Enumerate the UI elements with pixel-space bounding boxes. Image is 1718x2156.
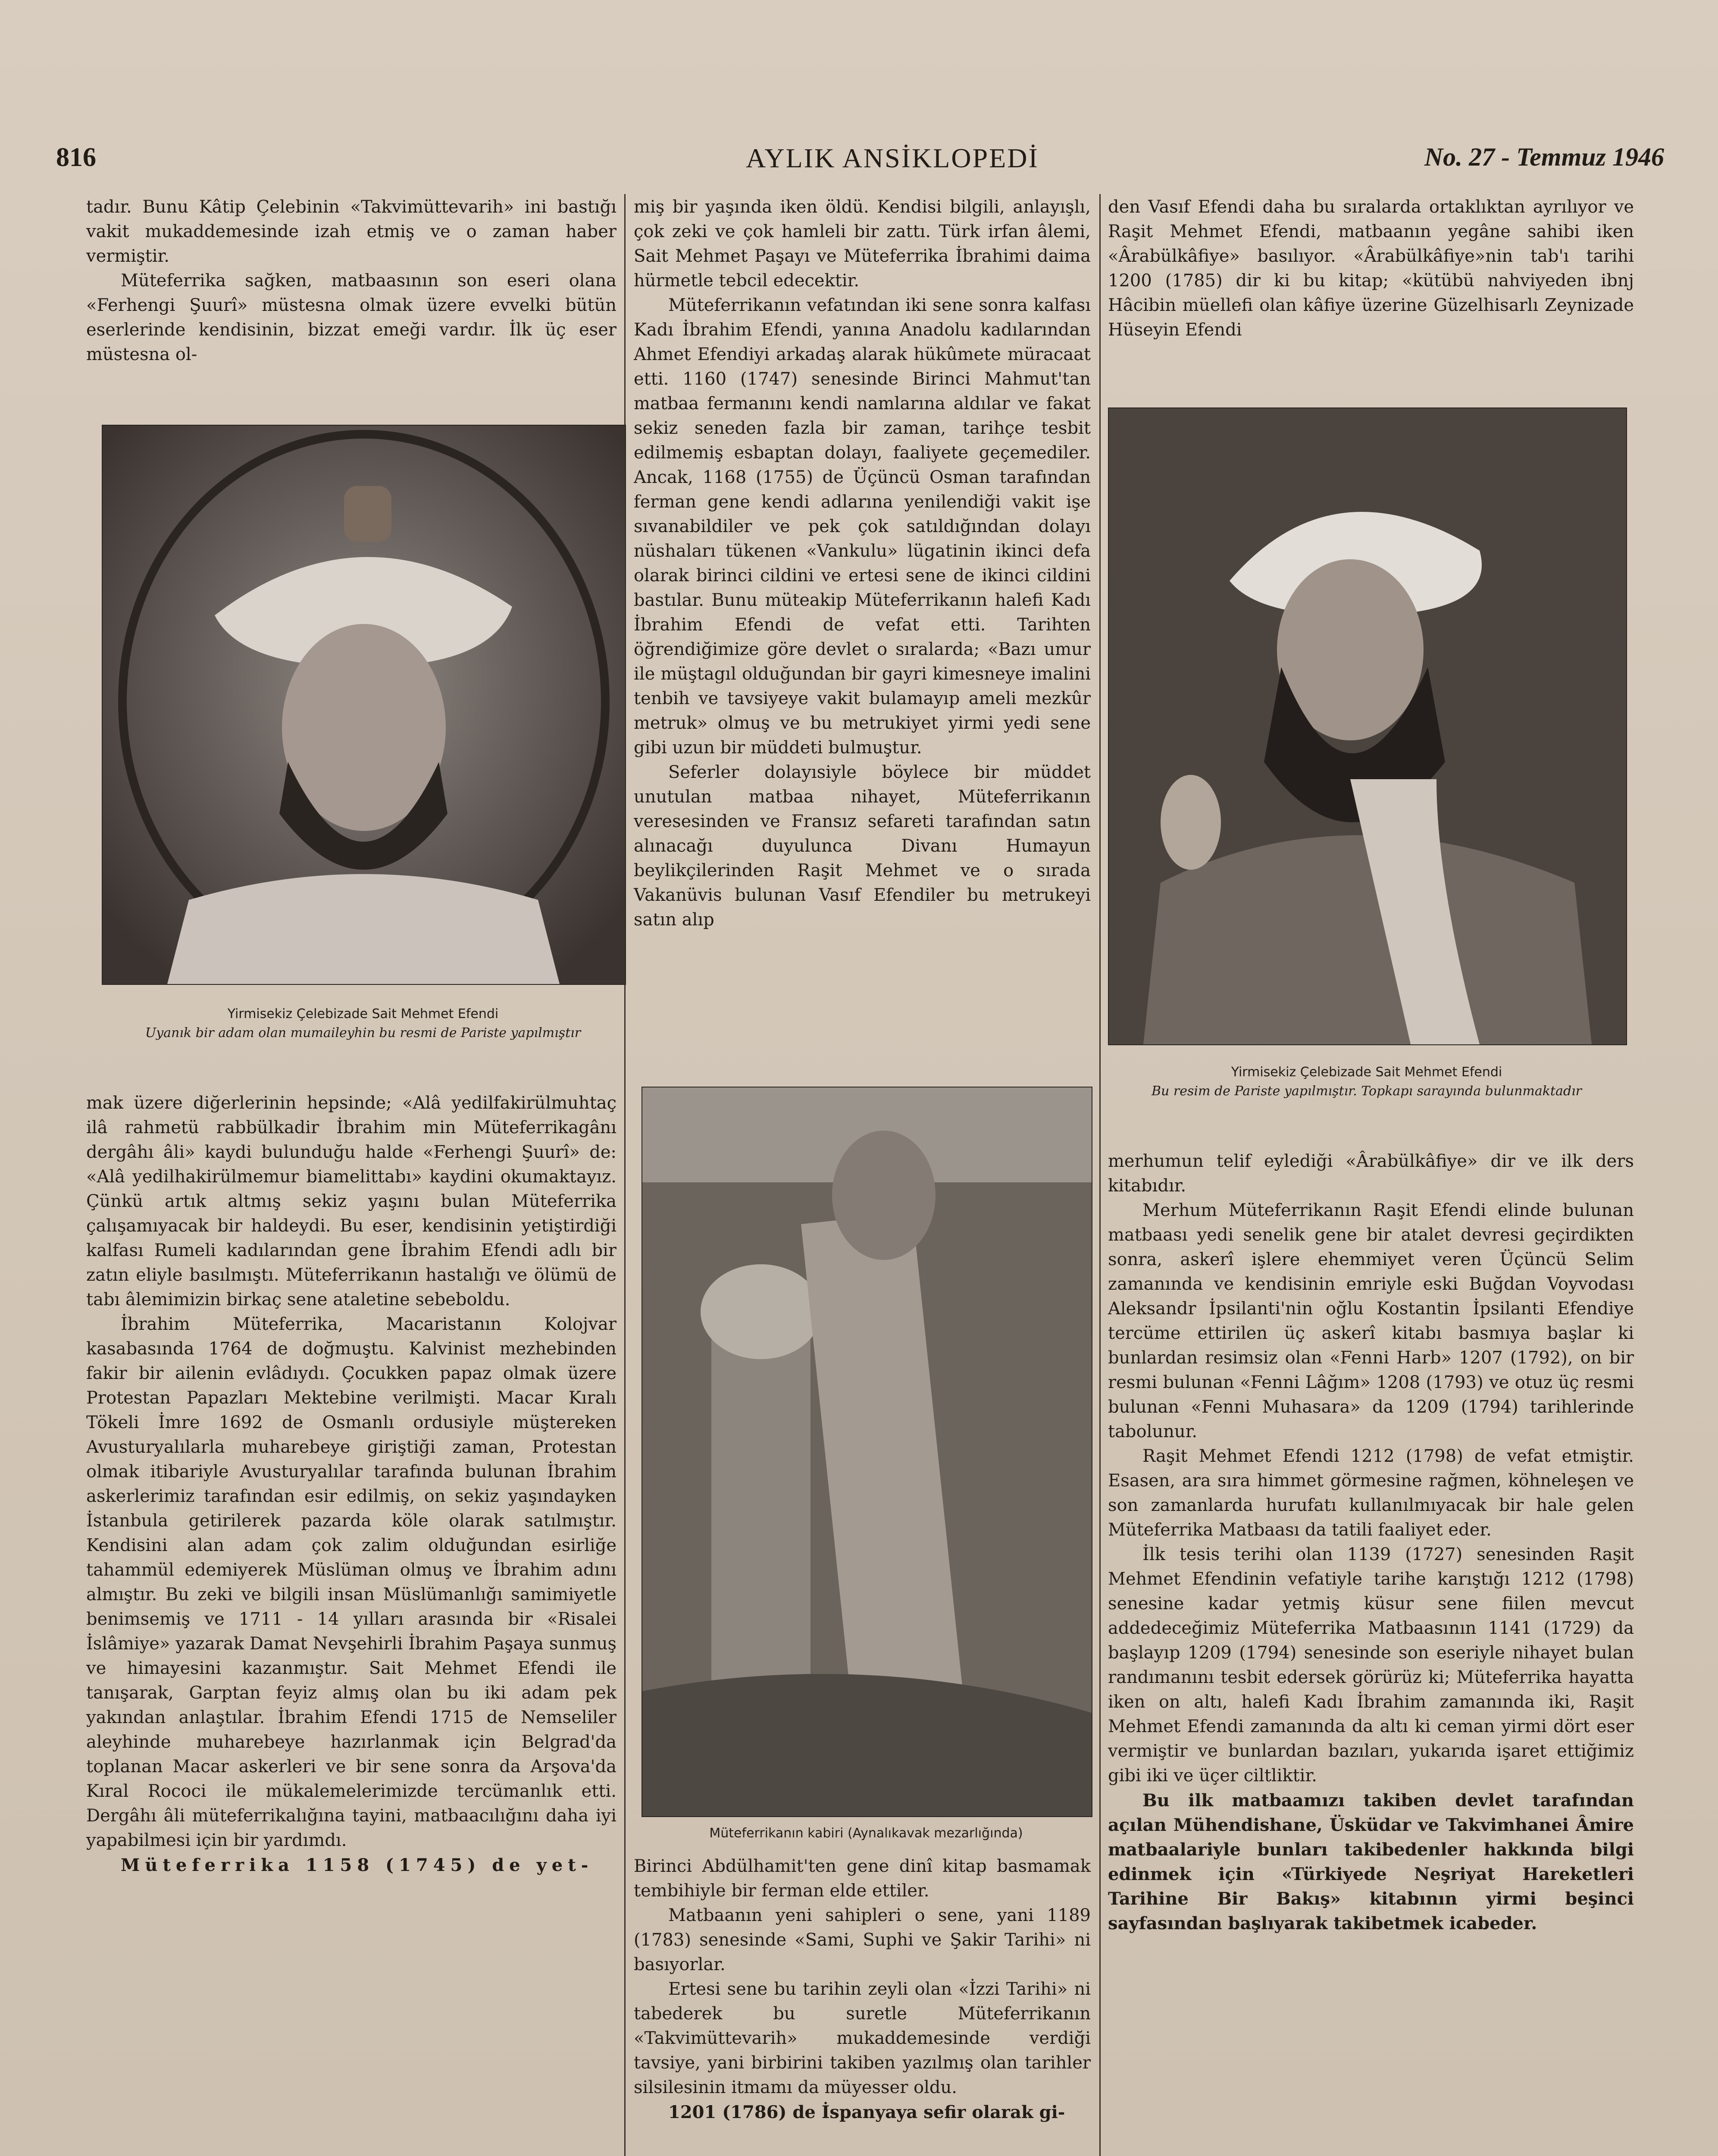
paragraph: merhumun telif eylediği «Ârabülkâfiye» dir ve ilk ders kitabıdır. — [1108, 1151, 1634, 1196]
caption-title: Yirmisekiz Çelebizade Sait Mehmet Efendi — [227, 1006, 499, 1022]
column-rule-right — [1099, 194, 1101, 2156]
paragraph: den Vasıf Efendi daha bu sıralarda ortaklıktan ayrılıyor ve Raşit Mehmet Efendi, matbaanın yegâne sahibi iken «Ârabülkâfiye» basılıyor. «Ârabülkâfiye»nin tab'ı tarihi 1200 (1785) dir ki bu kitap; «kütübü nahviyeden ibnj Hâcibin müellefi olan kâfiye üzerine Güzelhisarlı Zeynizade Hüseyin Efendi — [1108, 197, 1634, 340]
paragraph: 1201 (1786) de İspanyaya sefir olarak gi- — [668, 2102, 1065, 2122]
portrait-photo-1 — [102, 425, 626, 985]
column-2-top — [634, 195, 1091, 932]
tombstone-illustration — [642, 1087, 1092, 1816]
caption-title: Yirmisekiz Çelebizade Sait Mehmet Efendi — [1231, 1065, 1502, 1080]
paragraph: Matbaanın yeni sahipleri o sene, yani 1189 (1783) senesinde «Sami, Suphi ve Şakir Tarihi» ni basıyorlar. — [634, 1905, 1091, 1974]
paragraph: İbrahim Müteferrika, Macaristanın Kolojvar kasabasında 1764 de doğmuştu. Kalvinist mezhebinden fakir bir ailenin evlâdıydı. Çocukken papaz olmak üzere Protestan Papazları Mektebine verilmişti. Macar Kıralı Tökeli İmre 1692 de Osmanlı ordusiyle müştereken Avusturyalılarla muharebeye giriştiği zaman, Protestan olmak itibariyle Avusturyalılar tarafında bulunan İbrahim askerlerimiz tarafından esir edilmiş, on sekiz yaşındayken İstanbula getirilerek pazarda köle olarak satılmıştır. Kendisini alan adam çok zalim olduğundan esirliğe tahammül edemiyerek Müslüman olmuş ve İbrahim adını almıştır. Bu zeki ve bilgili insan Müslümanlığı samimiyetle benimsemiş ve 1711 - 14 yılları arasında bir «Risalei İslâmiye» yazarak Damat Nevşehirli İbrahim Paşaya sunmuş ve himayesini kazanmıştır. Sait Mehmet Efendi ile tanışarak, Garptan feyiz almış olan bu iki adam pek yakından anlaştılar. İbrahim Efendi 1715 de Nemseliler aleyhinde muharebeye hazırlanmak için Belgrad'da toplanan Macar askerleri ve bir sene sonra da Arşova'da Kıral Rococi ile mükalemelerimizde tercümanlık etti. Dergâhı âli müteferrikalığına tayini, matbaacılığını daha iyi yapabilmesi için bir yardımdı. — [86, 1314, 616, 1850]
tombstone-photo — [642, 1087, 1092, 1817]
paragraph: Merhum Müteferrikanın Raşit Efendi elinde bulunan matbaası yedi senelik gene bir atalet devresi geçirdikten sonra, askerî işlere ehemmiyet veren Üçüncü Selim zamanında ve kendisinin emriyle eski Buğdan Voyvodası Aleksandr İpsilanti'nin oğlu Kostantin İpsilanti Efendiye tercüme ettirilen üç askerî kitabı basmıya başlar ki bunlardan resimsiz olan «Fenni Harb» 1207 (1792), on bir resmi bulunan «Fenni Lâğım» 1208 (1793) ve otuz üç resmi bulunan «Fenni Muhasara» da 1209 (1794) tarihlerinde tabolunur. — [1108, 1200, 1634, 1442]
paragraph: tadır. Bunu Kâtip Çelebinin «Takvimüttevarih» ini bastığı vakit mukaddemesinde izah etmiş ve o zaman haber vermiştir. — [86, 197, 616, 266]
paragraph: Ertesi sene bu tarihin zeyli olan «İzzi Tarihi» ni tabederek bu suretle Müteferrikanın «Takvimüttevarih» mukaddemesinde verdiği tavsiye, yani birbirini takiben yazılmış olan tarihler silsilesinin itmamı da müyesser oldu. — [634, 1979, 1091, 2097]
paragraph: mak üzere diğerlerinin hepsinde; «Alâ yedilfakirülmuhtaç ilâ rahmetü rabbülkadir İbrahim min Müteferrikagânı dergâhı âli» kaydi bulunduğu halde «Ferhengi Şuurî» de: «Alâ yedilhakirülmemur biamelittabı» kaydini okumaktayız. Çünkü artık altmış sekiz yaşını bulan Müteferrika çalışamıyacak bir haldeydi. Bu eser, kendisinin yetiştirdiği kalfası Rumeli kadılarından gene İbrahim Efendi adlı bir zatın eliyle basılmıştı. Müteferrikanın hastalığı ve ölümü de tabı âlemimizin birkaç sene ataletine sebeboldu. — [86, 1093, 616, 1310]
caption-subtitle-text: Uyanık bir adam olan mumaileyhin bu resmi de Pariste yapılmıştır — [145, 1025, 581, 1040]
paragraph: Müteferrikanın vefatından iki sene sonra kalfası Kadı İbrahim Efendi, yanına Anadolu kadılarından Ahmet Efendiyi arkadaş alarak hükûmete müracaat etti. 1160 (1747) senesinde Birinci Mahmut'tan matbaa fermanını kendi namlarına aldılar ve fakat sekiz seneden fazla bir zaman, tarihçe tesbit edilmemiş esbaptan dolayı, faaliyete geçemediler. Ancak, 1168 (1755) de Üçüncü Osman tarafından ferman gene kendi adlarına yenilendiği vakit işe sıvanabildiler ve pek çok satıldığından dolayı nüshaları tükenen «Vankulu» lügatinin ikinci defa olarak birinci cildini ve ertesi sene de ikinci cildini bastılar. Bunu müteakip Müteferrikanın halefi Kadı İbrahim Efendi de vefat etti. Tarihten öğrendiğimize göre devlet o sıralarda; «Bazı umur ile müştagıl olduğundan bir gayri kimesneye imalini tenbih ve tavsiyeye vakit bulamayıp ameli mezkûr metruk» olmuş ve bu metrukiyet yirmi yedi sene gibi uzun bir müddeti bulmuştur. — [634, 295, 1091, 758]
photo-1-caption — [102, 1005, 624, 1043]
caption-subtitle — [102, 1024, 624, 1043]
publication-title: AYLIK ANSİKLOPEDİ — [746, 143, 1039, 173]
caption-subtitle-text: Bu resim de Pariste yapılmıştır. Topkapı sarayında bulunmaktadır — [1152, 1084, 1582, 1099]
column-3-bottom — [1108, 1149, 1634, 1936]
column-2-bottom — [634, 1854, 1091, 2125]
portrait-illustration — [103, 426, 625, 984]
paragraph: Birinci Abdülhamit'ten gene dinî kitap basmamak tembihiyle bir ferman elde ettiler. — [634, 1856, 1091, 1901]
photo-3-caption — [1108, 1063, 1625, 1101]
paragraph: İlk tesis terihi olan 1139 (1727) senesinden Raşit Mehmet Efendinin vefatiyle tarihe karıştığı 1212 (1798) senesine kadar yetmiş küsur sene fiilen mevcut addedeceğimiz Müteferrika Matbaasının 1141 (1729) da başlayıp 1209 (1794) senesinde son eseriyle nihayet bulan randımanını tesbit edersek görürüz ki; Müteferrika hayatta iken on altı, halefi Kadı İbrahim zamanında iki, Raşit Mehmet Efendi zamanında da altı ki ceman yirmi dört eser vermiştir ve bunlardan bazıları, yukarıda işaret ettiğimiz gibi iki ve üçer ciltliktir. — [1108, 1545, 1634, 1786]
photo-2-caption — [642, 1824, 1091, 1843]
paragraph: Müteferrika 1158 (1745) de yet- — [121, 1855, 594, 1875]
paragraph: Seferler dolayısiyle böylece bir müddet unutulan matbaa nihayet, Müteferrikanın veresesinden ve Fransız sefareti tarafından satın alınacağı duyulunca Divanı Humayun beylikçilerinden Raşit Mehmet ve o sırada Vakanüvis bulunan Vasıf Efendiler bu metrukeyi satın alıp — [634, 762, 1091, 930]
portrait-photo-2 — [1108, 407, 1627, 1045]
caption-subtitle — [1108, 1082, 1625, 1101]
paragraph: Bu ilk matbaamızı takiben devlet tarafından açılan Mühendishane, Üsküdar ve Takvimhanei Âmire matbaalariyle bunları takibedenler hakkında bilgi edinmek için «Türkiyede Neşriyat Hareketleri Tarihine Bir Bakış» kitabının yirmi beşinci sayfasından başlıyarak takibetmek icabeder. — [1108, 1790, 1634, 1934]
column-1-top — [86, 195, 616, 367]
column-1-bottom — [86, 1091, 616, 1877]
column-3-top — [1108, 195, 1634, 342]
paragraph: Raşit Mehmet Efendi 1212 (1798) de vefat etmiştir. Esasen, ara sıra himmet görmesine rağmen, köhneleşen ve son zamanlarda hurufatı kullanılmıyacak bir hale gelen Müteferrika Matbaası da tatili faaliyet eder. — [1108, 1446, 1634, 1540]
issue-label: No. 27 - Temmuz 1946 — [1424, 143, 1664, 171]
portrait-illustration — [1109, 408, 1626, 1044]
page-header — [56, 142, 1664, 185]
page-number: 816 — [56, 143, 96, 172]
paragraph: miş bir yaşında iken öldü. Kendisi bilgili, anlayışlı, çok zeki ve çok hamleli bir zattı. Türk irfan âlemi, Sait Mehmet Paşayı ve Müteferrika İbrahimi daima hürmetle tebcil edecektir. — [634, 197, 1091, 291]
paragraph: Müteferrika sağken, matbaasının son eseri olana «Ferhengi Şuurî» müstesna olmak üzere evvelki bütün eserlerinde kendisinin, bizzat emeği vardır. İlk üç eser müstesna ol- — [86, 271, 616, 364]
caption-title: Müteferrikanın kabiri (Aynalıkavak mezarlığında) — [709, 1826, 1023, 1841]
